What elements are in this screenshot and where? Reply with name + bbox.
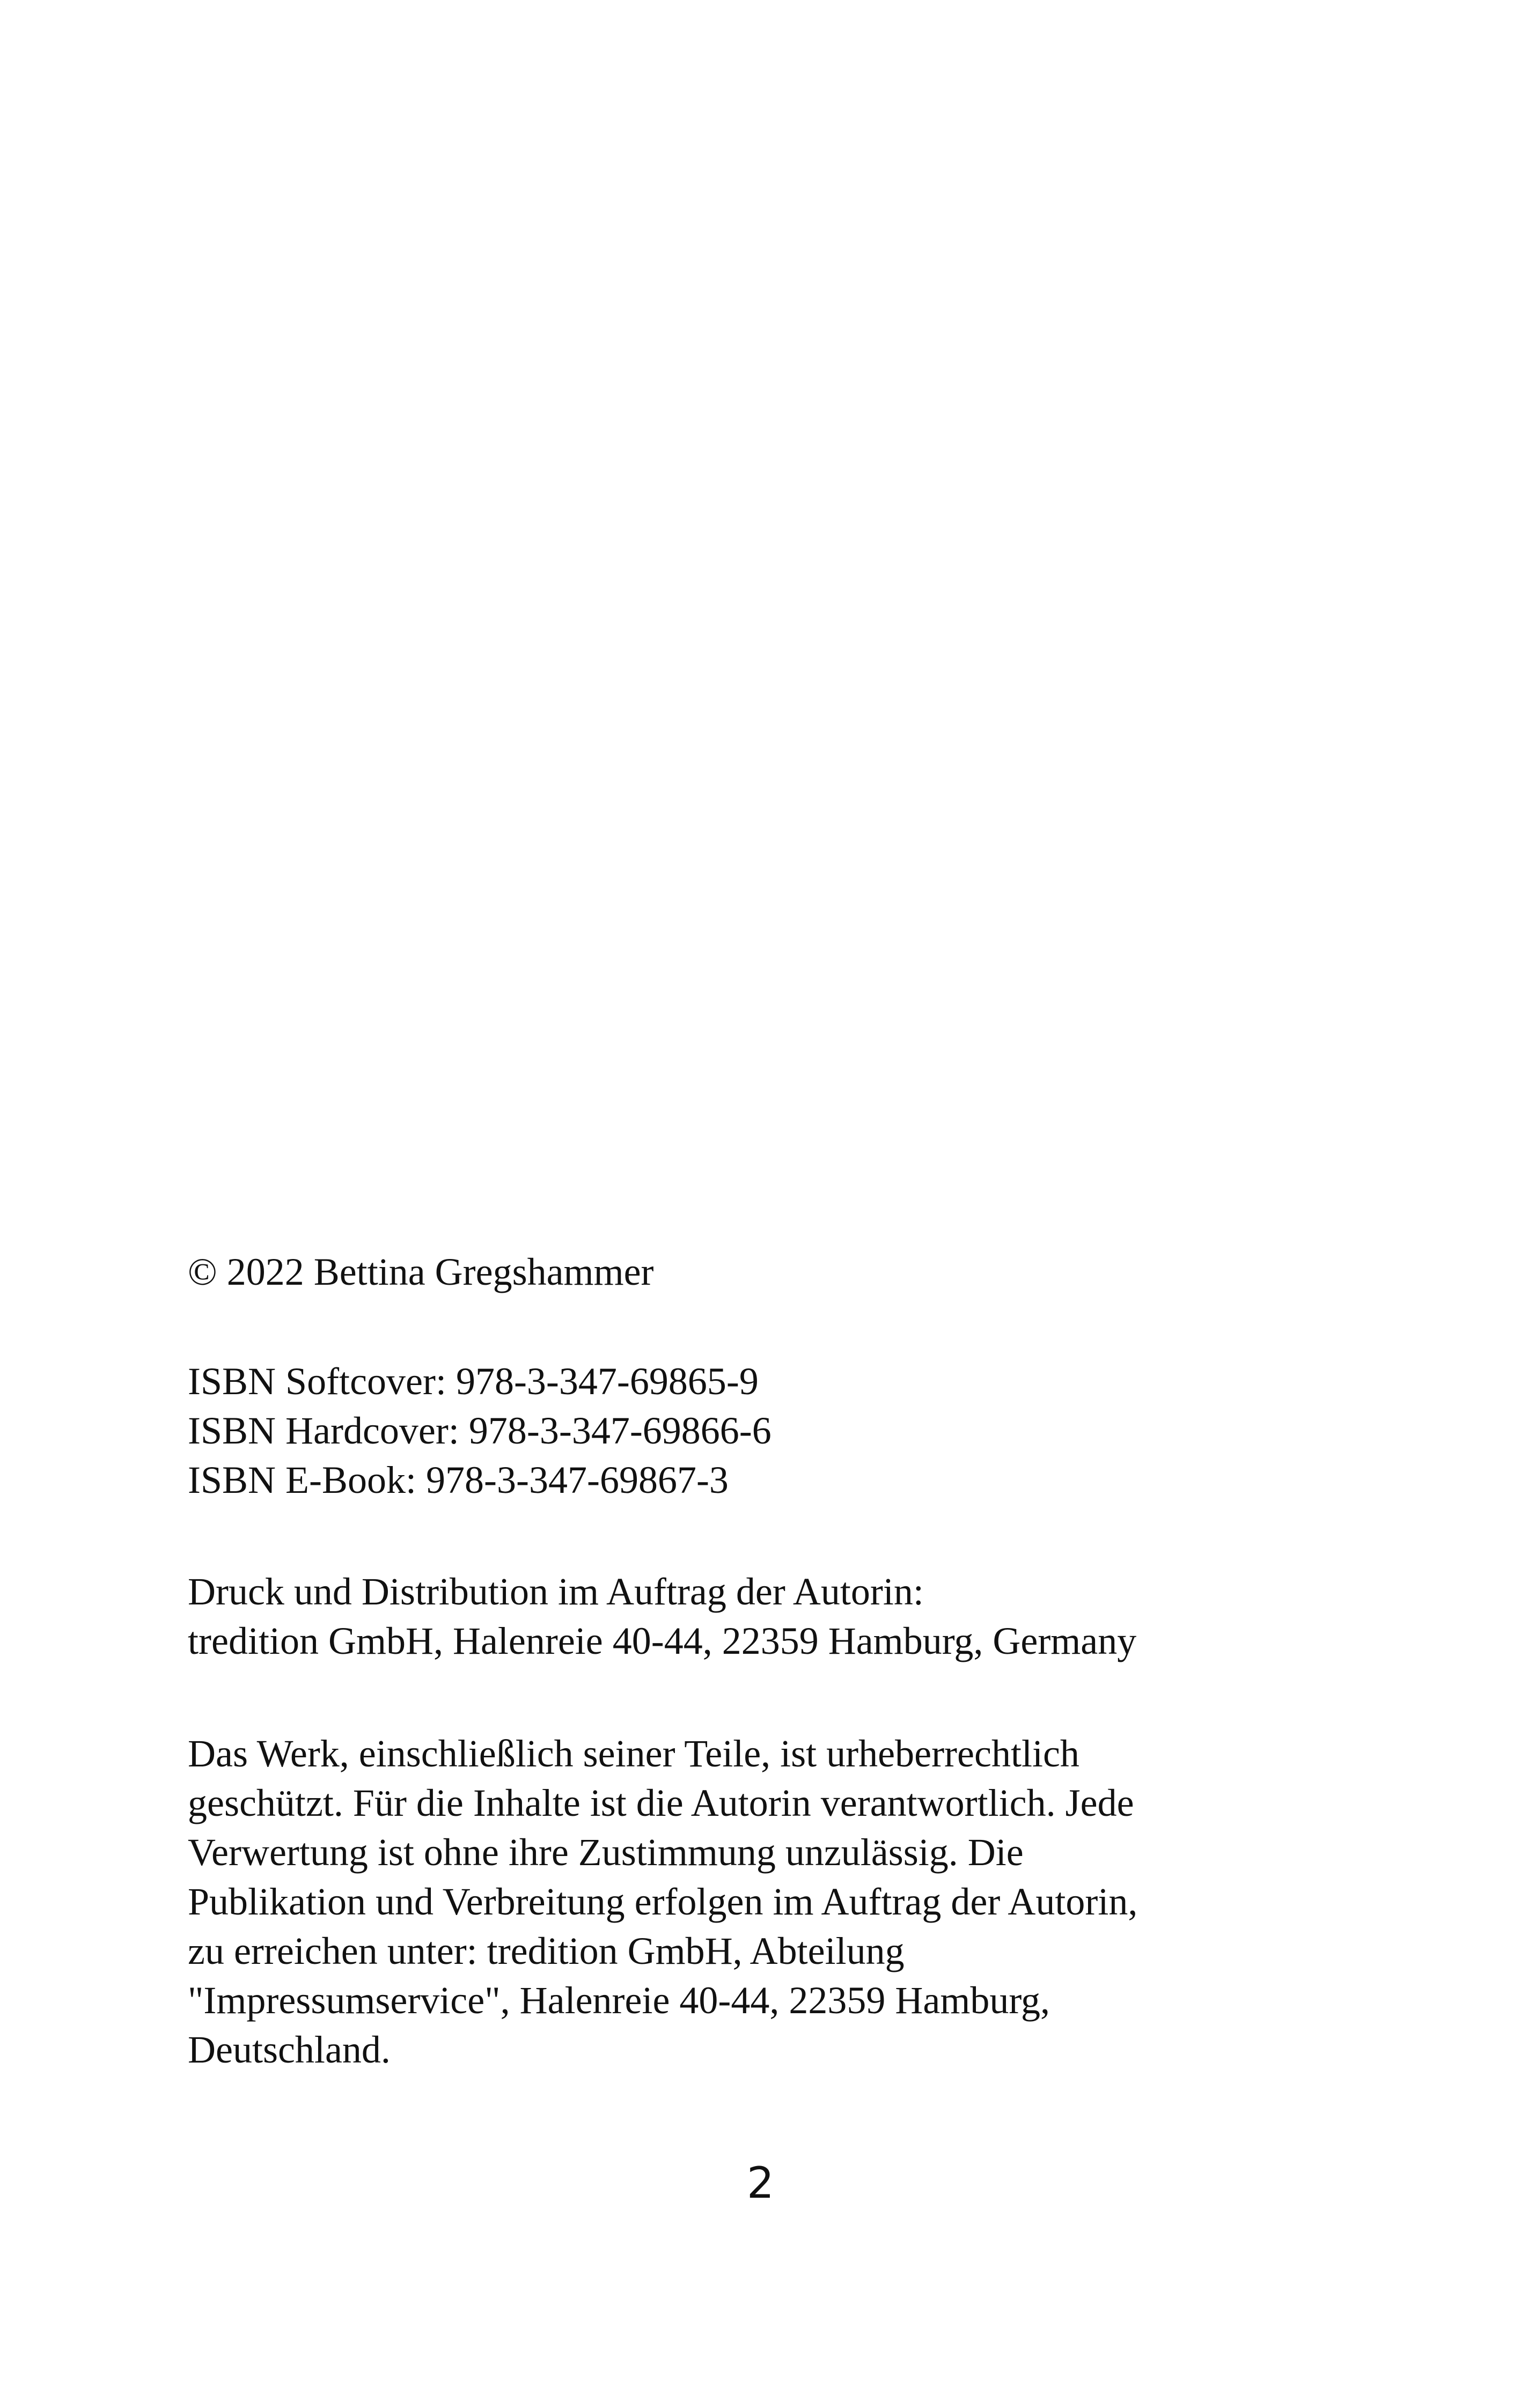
isbn-hardcover: ISBN Hardcover: 978-3-347-69866-6 <box>188 1409 771 1452</box>
isbn-ebook: ISBN E-Book: 978-3-347-69867-3 <box>188 1459 729 1501</box>
distribution-line: tredition GmbH, Halenreie 40-44, 22359 Hamburg, Germany <box>188 1619 1137 1662</box>
copyright-line: © 2022 Bettina Gregshammer <box>188 1250 654 1293</box>
legal-line: Das Werk, einschließlich seiner Teile, ist urheberrechtlich <box>188 1732 1079 1775</box>
distribution-line: Druck und Distribution im Auftrag der Autorin: <box>188 1570 924 1613</box>
imprint-section <box>188 1247 1341 2074</box>
isbn-softcover: ISBN Softcover: 978-3-347-69865-9 <box>188 1360 759 1403</box>
legal-line: Verwertung ist ohne ihre Zustimmung unzulässig. Die <box>188 1831 1024 1874</box>
legal-line: Publikation und Verbreitung erfolgen im Auftrag der Autorin, <box>188 1880 1138 1923</box>
legal-notice <box>188 1729 1341 2074</box>
copyright-notice <box>188 1247 1341 1297</box>
isbn-list <box>188 1357 1341 1505</box>
distribution-info <box>188 1567 1341 1666</box>
legal-line: "Impressumservice", Halenreie 40-44, 22359 Hamburg, <box>188 1979 1050 2022</box>
legal-line: zu erreichen unter: tredition GmbH, Abteilung <box>188 1930 905 1972</box>
legal-line: Deutschland. <box>188 2028 391 2071</box>
legal-line: geschützt. Für die Inhalte ist die Autorin verantwortlich. Jede <box>188 1781 1134 1824</box>
page-number: 2 <box>747 2158 774 2208</box>
